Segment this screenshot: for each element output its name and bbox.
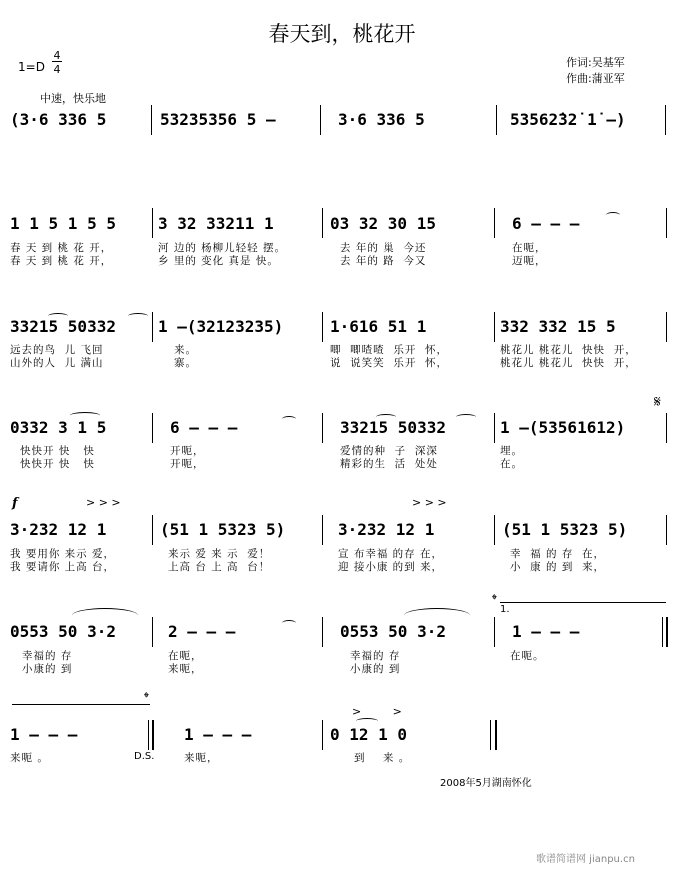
lyric-line: 在。	[500, 458, 523, 470]
lyric-line: 河 边的 杨柳儿轻轻 摆。	[158, 242, 287, 254]
lyric-line: 去 年的 路 今又	[340, 255, 427, 267]
lyric-line: 桃花儿 桃花儿 快快 开，	[500, 357, 637, 369]
lyric-line: 去 年的 巢 今还	[340, 242, 427, 254]
lyric-line: 埋。	[500, 445, 523, 457]
lyric-line: 来呃，	[168, 663, 203, 675]
lyric-line: 桃花儿 桃花儿 快快 开，	[500, 344, 637, 356]
lyric-line: 小 康 的 到 来，	[510, 561, 606, 573]
lyric-line: 在呃，	[168, 650, 203, 662]
accent-marks: > > >	[86, 496, 121, 509]
lyric-line: 精彩的生 活 处处	[340, 458, 438, 470]
measure: (51 1 5323 5)	[160, 520, 286, 539]
time-signature-top: 4	[53, 49, 61, 62]
lyric-line: 开呃，	[170, 445, 205, 457]
lyric-line: 说 说笑笑 乐开 怀，	[330, 357, 449, 369]
lyric-line: 在呃。	[510, 650, 545, 662]
lyric-line: 幸福的 存	[350, 650, 401, 662]
measure: 33215 50332	[10, 317, 116, 336]
lyric-line: 开呃，	[170, 458, 205, 470]
lyric-line: 来。	[174, 344, 197, 356]
accent-marks: > > >	[412, 496, 447, 509]
lyric-line: 山外的人 儿 满山	[10, 357, 104, 369]
measure: 0 12 1 0	[330, 725, 408, 744]
lyric-line: 爱情的种 子 深深	[340, 445, 438, 457]
tempo-marking: 中速，快乐地	[40, 92, 106, 105]
lyric-line: 幸福的 存	[22, 650, 73, 662]
measure: 0553 50 3·2	[10, 622, 116, 641]
measure: (51 1 5323 5)	[502, 520, 628, 539]
footer-date-location: 2008年5月湖南怀化	[440, 778, 532, 789]
lyricist-credit: 作词:吴基军	[566, 56, 625, 69]
measure: 1 1 5 1 5 5	[10, 214, 116, 233]
dynamic-marking: f	[12, 496, 18, 511]
lyric-line: 到 来 。	[354, 752, 411, 764]
measure: 3·232 12 1	[338, 520, 435, 539]
coda-icon: 𝄌	[492, 592, 497, 608]
key-signature: 1=D	[18, 60, 45, 74]
time-signature	[52, 50, 62, 78]
lyric-line: 春 天 到 桃 花 开，	[10, 242, 113, 254]
coda-icon: 𝄌	[144, 690, 149, 706]
lyric-line: 寨。	[174, 357, 197, 369]
ds-marking: D.S.	[134, 751, 155, 762]
measure: 6 – – –	[512, 214, 580, 233]
lyric-line: 在呃，	[512, 242, 547, 254]
lyric-line: 小康的 到	[22, 663, 73, 675]
measure: 1 – – –	[184, 725, 252, 744]
measure: 53235356 5 –	[160, 110, 276, 129]
lyric-line: 小康的 到	[350, 663, 401, 675]
measure: 2 – – –	[168, 622, 236, 641]
lyric-line: 唧 唧喳喳 乐开 怀，	[330, 344, 449, 356]
lyric-line: 乡 里的 变化 真是 快。	[158, 255, 279, 267]
measure: (3·6 336 5	[10, 110, 107, 129]
measure: 332 332 15 5	[500, 317, 616, 336]
segno-icon: 𝄋	[654, 392, 661, 411]
lyric-line: 我 要请你 上高 台，	[10, 561, 116, 573]
time-signature-bottom: 4	[53, 63, 61, 76]
measure: 1 – – –	[10, 725, 78, 744]
measure: 0332 3 1 5	[10, 418, 107, 437]
measure: 33215 50332	[340, 418, 446, 437]
lyric-line: 上高 台 上 高 台！	[168, 561, 271, 573]
lyric-line: 幸 福 的 存 在，	[510, 548, 606, 560]
measure: 0553 50 3·2	[340, 622, 446, 641]
lyric-line: 快快开 快 快	[20, 458, 95, 470]
measure: 53562̇32̇ 1̇ –)	[510, 110, 626, 129]
lyric-line: 远去的鸟 儿 飞回	[10, 344, 104, 356]
lyric-line: 宣 布幸福 的存 在，	[338, 548, 444, 560]
measure: 03 32 30 15	[330, 214, 436, 233]
lyric-line: 迈呃，	[512, 255, 547, 267]
accent-marks: > >	[352, 705, 402, 718]
lyric-line: 来呃，	[184, 752, 219, 764]
measure: 1 –(53561612)	[500, 418, 626, 437]
page-title: 春天到，桃花开	[268, 22, 416, 46]
watermark: 歌谱简谱网 jianpu.cn	[536, 854, 635, 865]
lyric-line: 快快开 快 快	[20, 445, 95, 457]
lyric-line: 来示 爱 来 示 爱！	[168, 548, 271, 560]
lyric-line: 我 要用你 来示 爱，	[10, 548, 116, 560]
composer-credit: 作曲:蒲亚军	[566, 72, 625, 85]
lyric-line: 春 天 到 桃 花 开，	[10, 255, 113, 267]
lyric-line: 来呃 。	[10, 752, 49, 764]
measure: 3·6 336 5	[338, 110, 425, 129]
measure: 1 –(32123235)	[158, 317, 284, 336]
measure: 3·232 12 1	[10, 520, 107, 539]
measure: 1·616 51 1	[330, 317, 427, 336]
lyric-line: 迎 接小康 的到 来，	[338, 561, 444, 573]
measure: 6 – – –	[170, 418, 238, 437]
volta-label: 1.	[500, 604, 510, 615]
measure: 3 32 33211 1	[158, 214, 274, 233]
measure: 1 – – –	[512, 622, 580, 641]
